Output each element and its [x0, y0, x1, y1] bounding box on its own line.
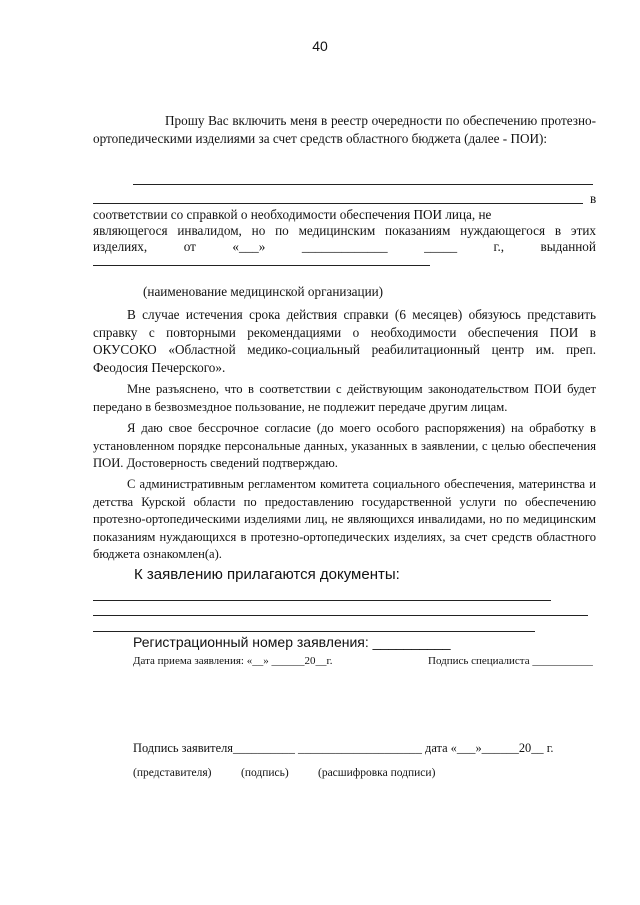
cert-word-g: г.,: [493, 239, 505, 254]
blank-line-1: [133, 184, 593, 185]
caption-signature: (подпись): [241, 767, 289, 779]
explained-paragraph: Мне разъяснено, что в соответствии с действующим законодательством ПОИ будет передано в безвозмездное пользование, не подлежит передаче другим лицам.: [93, 382, 596, 414]
consent-paragraph: Я даю свое бессрочное согласие (до моего особого распоряжения) на обработку в установленном порядке персональные данных, указанных в заявлении, с целью обеспечения ПОИ. Достоверность сведений подтверждаю.: [93, 421, 596, 470]
line-suffix-v: в: [590, 191, 597, 206]
specialist-sign-label: Подпись специалиста ___________: [428, 655, 593, 667]
caption-decoding: (расшифровка подписи): [318, 767, 436, 779]
cert-month-blank: _____________: [301, 239, 388, 254]
caption-representative: (представителя): [133, 767, 212, 779]
cert-line-3: [93, 238, 596, 256]
expiry-paragraph: В случае истечения срока действия справки (6 месяцев) обязуюсь представить справку с повторными рекомендациями о необходимости обеспечения ПОИ в ОКУСОКО «Областной медико-социальный реабилитационный центр им. преп. Феодосия Печерского».: [93, 307, 596, 375]
request-paragraph: Прошу Вас включить меня в реестр очередности по обеспечению протезно-ортопедическими изделиями за счет средств областного бюджета (далее - ПОИ):: [93, 113, 596, 146]
cert-word-vydannoy: выданной: [540, 239, 596, 254]
attachment-line-3: [93, 631, 535, 632]
cert-line-2: являющегося инвалидом, но по медицинским показаниям нуждающегося в этих: [93, 223, 596, 238]
attachments-label: К заявлению прилагаются документы:: [134, 566, 400, 583]
applicant-signature-line: Подпись заявителя__________ ____________________ дата «___»______20__ г.: [133, 741, 554, 755]
regulation-paragraph: С административным регламентом комитета социального обеспечения, материнства и детства Курской области по предоставлению государственной услуги по обеспечению протезно-ортопедическими изделиями лиц, не являющихся инвалидами, но по медицинским показаниям нуждающихся в протезно-ортопедических изделиях, за счет средств областного бюджета ознакомлен(а).: [93, 477, 596, 561]
attachment-line-1: [93, 600, 551, 601]
accept-date-label: Дата приема заявления: «__» ______20__г.: [133, 655, 333, 667]
cert-day-blank: «___»: [232, 239, 266, 254]
org-blank-line: [93, 265, 430, 266]
cert-line-1-text: соответствии со справкой о необходимости обеспечения ПОИ лица, не: [93, 207, 492, 222]
page-number: 40: [312, 38, 328, 54]
blank-line-2: [93, 203, 583, 204]
reg-number-label: Регистрационный номер заявления: __________: [133, 634, 451, 650]
cert-word-izdeliyah: изделиях,: [93, 239, 148, 254]
org-caption: (наименование медицинской организации): [143, 284, 384, 299]
cert-word-ot: от: [183, 239, 196, 254]
cert-year-blank: _____: [424, 239, 458, 254]
attachment-line-2: [93, 615, 588, 616]
cert-line-1: [93, 206, 596, 224]
